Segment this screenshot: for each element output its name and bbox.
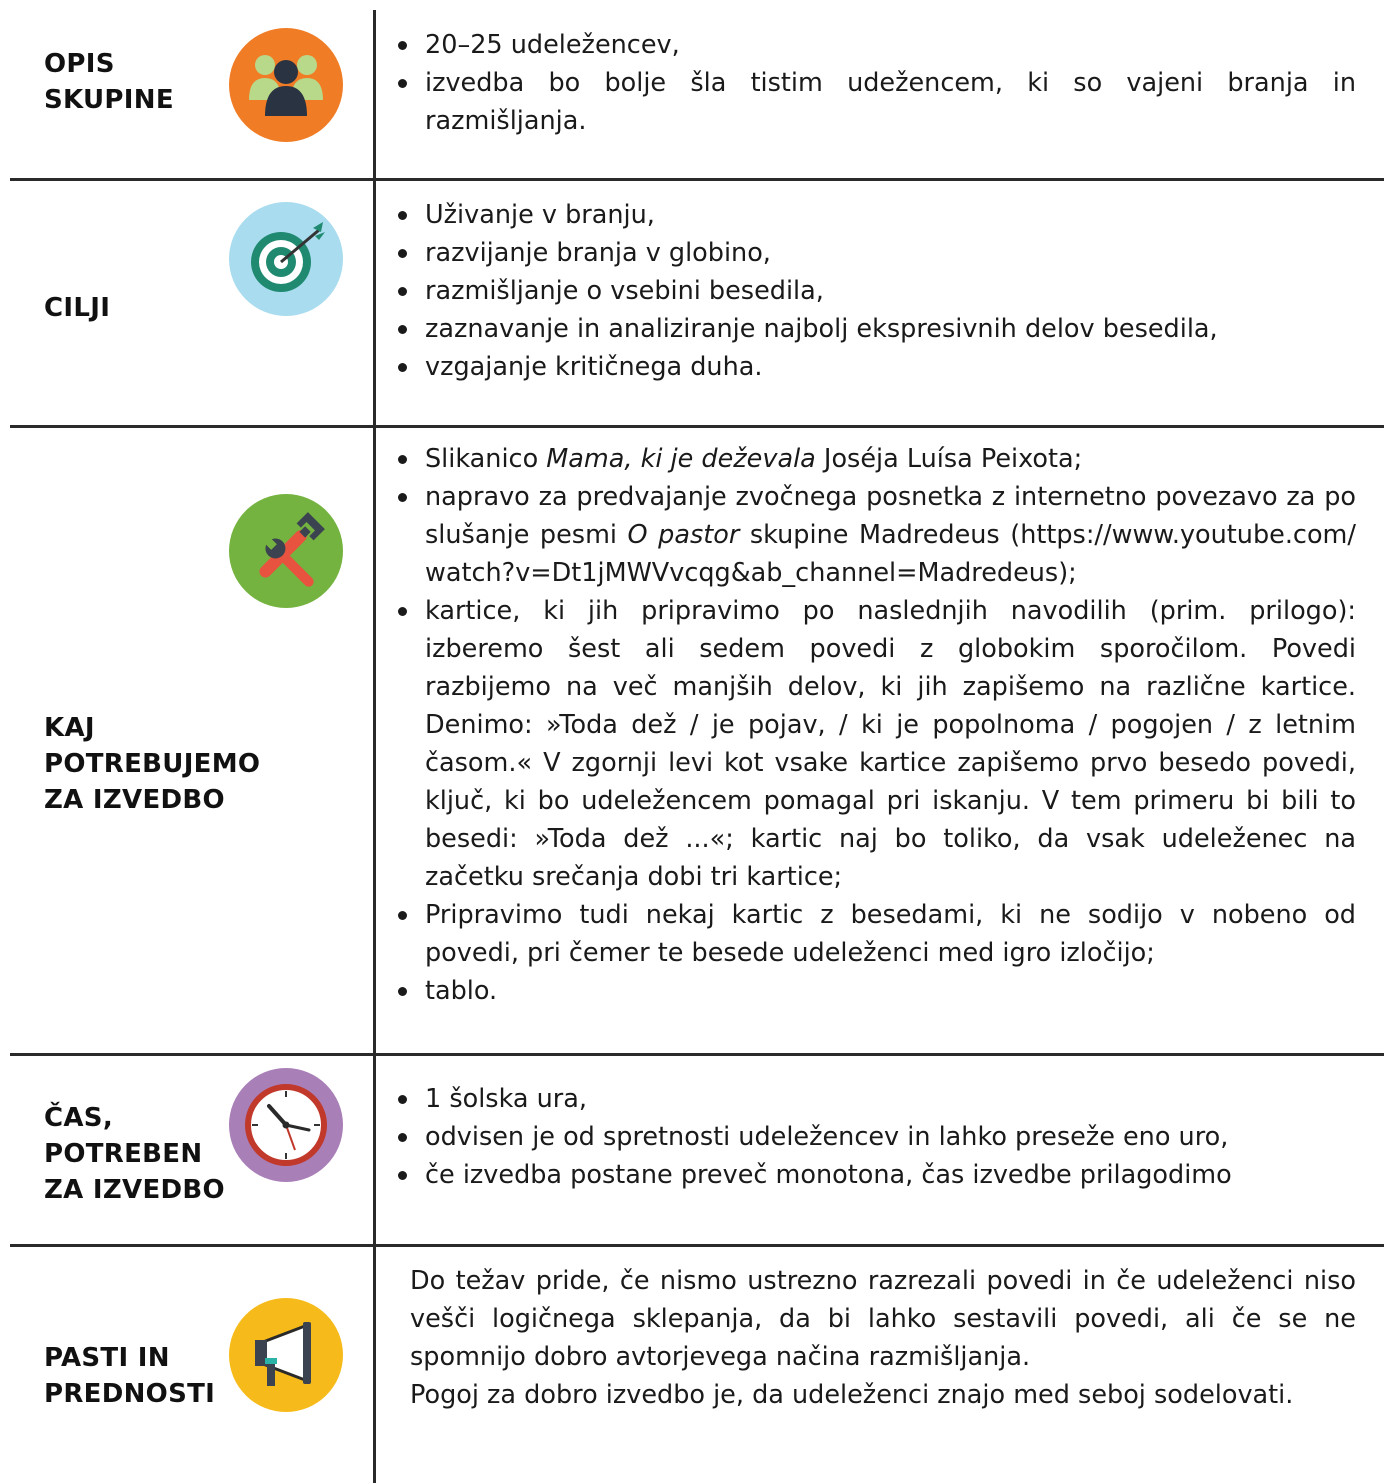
list-item: Uživanje v branju,: [396, 196, 1356, 234]
paragraph: Do težav pride, če nismo ustrezno razrezali povedi in če udeleženci niso vešči logičnega sklepanja, da bi lahko sestavili povedi, ali če se ne spomnijo dobro avtorjevega načina razmišljanja.: [410, 1266, 1356, 1372]
list-item: odvisen je od spretnosti udeležencev in lahko preseže eno uro,: [396, 1118, 1356, 1156]
label-line: ZA IZVEDBO: [44, 785, 225, 815]
label-line: OPIS: [44, 49, 115, 79]
song-title: O pastor: [627, 520, 740, 550]
label-line: KAJ: [44, 713, 95, 743]
row-content: [396, 1080, 1356, 1194]
list-item: 20–25 udeležencev,: [396, 26, 1356, 64]
list-item: napravo za predvajanje zvočnega posnetka z internetno povezavo za poslušanje pesmi O pastor skupine Madredeus (https://www.youtube.com/watch?v=Dt1jMWVvcqg&ab_channel=Madredeus);: [396, 478, 1356, 592]
tools-wrench-icon: [229, 494, 343, 608]
row-content: [396, 440, 1356, 1010]
column-divider: [373, 10, 376, 1483]
label-line: POTREBUJEMO: [44, 749, 261, 779]
target-icon: [229, 202, 343, 316]
list-item: 1 šolska ura,: [396, 1080, 1356, 1118]
megaphone-icon: [229, 1298, 343, 1412]
label-line: ZA IZVEDBO: [44, 1175, 225, 1205]
row-label: [44, 1100, 225, 1208]
list-item: Pripravimo tudi nekaj kartic z besedami, ki ne sodijo v nobeno od povedi, pri čemer te besede udeleženci med igro izločijo;: [396, 896, 1356, 972]
list-item: kartice, ki jih pripravimo po naslednjih navodilih (prim. prilogo): izberemo šest ali sedem povedi z globokim sporočilom. Povedi razbijemo na več manjših delov, ki jih zapišemo na različne kartice. Denimo: »Toda dež / je pojav, / ki je popolnoma / pogojen / z letnim časom.« V zgornji levi kot vsake kartice zapišemo prvo besedo povedi, ključ, ki bo udeležencem pomagal pri iskanju. V tem primeru bi bili to besedi: »Toda dež ...«; kartic naj bo toliko, da vsak udeleženec na začetku srečanja dobi tri kartice;: [396, 592, 1356, 896]
row-label: [44, 290, 110, 326]
list-item: vzgajanje kritičnega duha.: [396, 348, 1356, 386]
label-line: CILJI: [44, 293, 111, 323]
list-item: izvedba bo bolje šla tistim udežencem, ki so vajeni branja in razmišljanja.: [396, 64, 1356, 140]
label-line: POTREBEN: [44, 1139, 203, 1169]
list-item: Slikanico Mama, ki je deževala Joséja Luísa Peixota;: [396, 440, 1356, 478]
row-divider: [10, 1244, 1384, 1247]
row-label: [44, 1340, 215, 1412]
row-divider: [10, 1053, 1384, 1056]
row-divider: [10, 178, 1384, 181]
list-item: razmišljanje o vsebini besedila,: [396, 272, 1356, 310]
book-title: Mama, ki je deževala: [546, 444, 816, 474]
list-item: razvijanje branja v globino,: [396, 234, 1356, 272]
label-line: ČAS,: [44, 1103, 114, 1133]
group-people-icon: [229, 28, 343, 142]
row-content: [396, 196, 1356, 386]
label-line: PASTI IN: [44, 1343, 170, 1373]
paragraph: Pogoj za dobro izvedbo je, da udeleženci znajo med seboj sodelovati.: [410, 1380, 1294, 1410]
list-item: zaznavanje in analiziranje najbolj ekspresivnih delov besedila,: [396, 310, 1356, 348]
row-label: [44, 710, 260, 818]
label-line: PREDNOSTI: [44, 1379, 216, 1409]
clock-icon: [229, 1068, 343, 1182]
row-content: [410, 1262, 1356, 1414]
label-line: SKUPINE: [44, 85, 174, 115]
list-item: če izvedba postane preveč monotona, čas izvedbe prilagodimo: [396, 1156, 1356, 1194]
row-label: [44, 46, 174, 118]
row-content: [396, 26, 1356, 140]
row-divider: [10, 425, 1384, 428]
list-item: tablo.: [396, 972, 1356, 1010]
